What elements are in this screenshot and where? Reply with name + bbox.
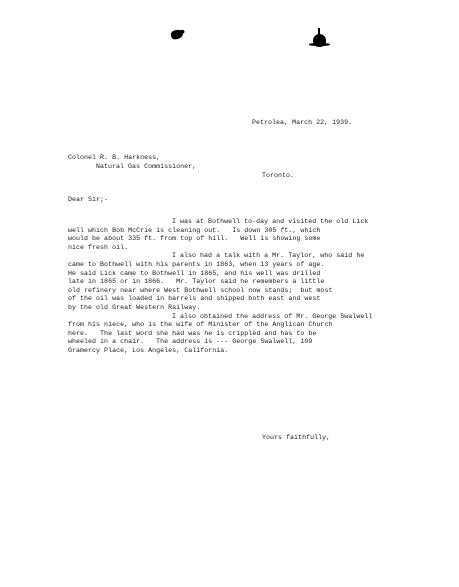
body-line: I also had a talk with a Mr. Taylor, who said he [172, 252, 365, 260]
body-line: late in 1865 or in 1866. Mr. Taylor said he remembers a little [68, 278, 325, 286]
salutation: Dear Sir;- [68, 196, 109, 203]
body-line: of the oil was loaded in barrels and shipped both east and west [68, 295, 321, 303]
ink-blot-mark [170, 29, 184, 40]
body-line: by the old Great Western Railway. [68, 303, 201, 311]
addressee-title: Natural Gas Commissioner, [96, 163, 197, 170]
ink-blot-mark [313, 34, 326, 47]
body-line: nice fresh oil. [68, 243, 129, 251]
dateline: Petrolea, March 22, 1939. [252, 119, 353, 126]
body-line: wheeled in a chair. The address is --- George Swalwell, 109 [68, 338, 313, 346]
addressee-city: Toronto. [262, 172, 295, 179]
body-line: would be about 335 ft. from top of hill. Well is showing some [68, 235, 321, 243]
letter-body [68, 218, 398, 356]
body-line: I also obtained the address of Mr. George Swalwell [172, 312, 373, 320]
body-line: here. The last word she had was he is crippled and has to be [68, 329, 317, 337]
addressee-name: Colonel R. B. Harkness, [68, 154, 161, 161]
body-line: Gramercy Place, Los Angeles, California. [68, 346, 229, 354]
body-line: from his niece, who is the wife of Minister of the Anglican Church [68, 321, 333, 329]
body-line: old refinery near where West Bothwell school now stands; but most [68, 286, 333, 294]
body-line: came to Bothwell with his parents in 1863, when 13 years of age. [68, 260, 325, 268]
closing: Yours faithfully, [262, 434, 331, 441]
body-line: He said Lick came to Bothwell in 1865, and his well was drilled [68, 269, 321, 277]
body-line: well which Bob McCrie is cleaning out. Is down 305 ft., which [68, 226, 321, 234]
body-line: I was at Bothwell to-day and visited the old Lick [172, 218, 369, 225]
